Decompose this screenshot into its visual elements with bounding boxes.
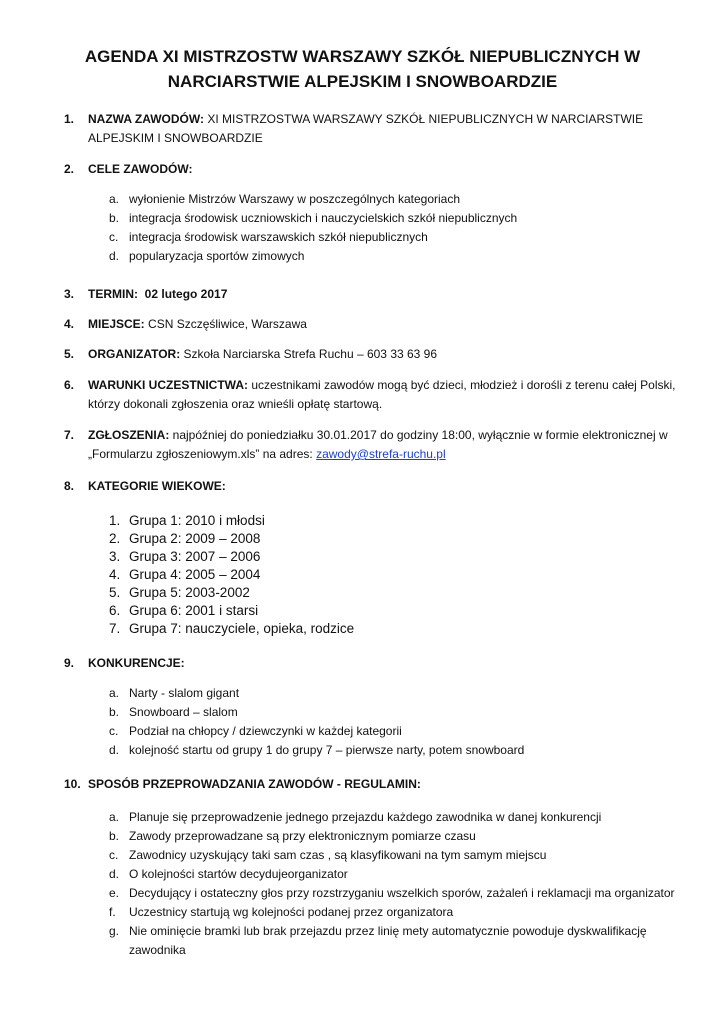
list-text: wyłonienie Mistrzów Warszawy w poszczególnych kategoriach bbox=[129, 192, 461, 206]
kategorie-list bbox=[109, 512, 509, 638]
list-item bbox=[109, 722, 679, 741]
section-10-regulamin bbox=[64, 775, 684, 794]
list-text: Nie ominięcie bramki lub brak przejazdu przez linię mety automatycznie powoduje dyskwalifikację zawodnika bbox=[129, 924, 647, 957]
list-item bbox=[109, 846, 679, 865]
section-1-nazwa bbox=[64, 110, 684, 148]
list-marker: b. bbox=[109, 829, 120, 843]
section-number: 2. bbox=[64, 162, 75, 176]
section-label: KONKURENCJE: bbox=[88, 656, 185, 670]
section-label: ORGANIZATOR: bbox=[88, 347, 181, 361]
list-text: Zawody przeprowadzane są przy elektronicznym pomiarze czasu bbox=[129, 829, 476, 843]
cele-list bbox=[109, 190, 679, 266]
list-marker: f. bbox=[109, 905, 116, 919]
list-text: Zawodnicy uzyskujący taki sam czas , są klasyfikowani na tym samym miejscu bbox=[129, 848, 547, 862]
section-3-termin bbox=[64, 285, 684, 304]
section-label: MIEJSCE: bbox=[88, 317, 145, 331]
list-item bbox=[109, 922, 679, 960]
document-title bbox=[60, 44, 665, 94]
section-label: CELE ZAWODÓW: bbox=[88, 162, 193, 176]
list-text: Podział na chłopcy / dziewczynki w każdej kategorii bbox=[129, 724, 402, 738]
list-item bbox=[109, 512, 509, 530]
section-label: NAZWA ZAWODÓW: bbox=[88, 112, 204, 126]
section-6-warunki bbox=[64, 376, 684, 414]
list-item bbox=[109, 530, 509, 548]
list-marker: 2. bbox=[109, 531, 121, 546]
list-text: Grupa 3: 2007 – 2006 bbox=[129, 549, 261, 564]
list-item bbox=[109, 865, 679, 884]
list-item bbox=[109, 703, 679, 722]
list-text: Grupa 2: 2009 – 2008 bbox=[129, 531, 261, 546]
list-item bbox=[109, 684, 679, 703]
section-label: WARUNKI UCZESTNICTWA: bbox=[88, 378, 248, 392]
list-marker: 6. bbox=[109, 603, 121, 618]
list-item bbox=[109, 209, 679, 228]
list-item bbox=[109, 602, 509, 620]
list-marker: 5. bbox=[109, 585, 121, 600]
section-2-cele bbox=[64, 160, 684, 179]
konkurencje-list bbox=[109, 684, 679, 760]
list-item bbox=[109, 228, 679, 247]
list-item bbox=[109, 247, 679, 266]
list-marker: g. bbox=[109, 924, 120, 938]
section-number: 1. bbox=[64, 112, 75, 126]
email-link[interactable]: zawody@strefa-ruchu.pl bbox=[316, 447, 446, 461]
list-marker: a. bbox=[109, 810, 120, 824]
list-text: integracja środowisk warszawskich szkół niepublicznych bbox=[129, 230, 428, 244]
section-7-zgloszenia bbox=[64, 426, 684, 464]
list-item bbox=[109, 827, 679, 846]
section-text: XI MISTRZOSTWA WARSZAWY SZKÓŁ NIEPUBLICZNYCH W NARCIARSTWIE ALPEJSKIM I SNOWBOARDZIE bbox=[88, 112, 644, 145]
section-4-miejsce bbox=[64, 315, 684, 334]
list-marker: d. bbox=[109, 867, 120, 881]
section-number: 10. bbox=[64, 777, 81, 791]
list-marker: 1. bbox=[109, 513, 121, 528]
list-item bbox=[109, 903, 679, 922]
list-item bbox=[109, 190, 679, 209]
list-text: Grupa 1: 2010 i młodsi bbox=[129, 513, 265, 528]
list-marker: a. bbox=[109, 192, 120, 206]
list-item bbox=[109, 884, 679, 903]
section-number: 5. bbox=[64, 347, 75, 361]
section-9-konkurencje bbox=[64, 654, 684, 673]
list-text: Snowboard – slalom bbox=[129, 705, 238, 719]
list-marker: d. bbox=[109, 743, 120, 757]
list-text: Decydujący i ostateczny głos przy rozstrzyganiu wszelkich sporów, zażaleń i reklamacji ma organizator bbox=[129, 886, 675, 900]
list-marker: 3. bbox=[109, 549, 121, 564]
list-marker: c. bbox=[109, 848, 119, 862]
section-label: ZGŁOSZENIA: bbox=[88, 428, 170, 442]
regulamin-list bbox=[109, 808, 679, 960]
list-text: integracja środowisk uczniowskich i nauczycielskich szkół niepublicznych bbox=[129, 211, 518, 225]
section-text: najpóźniej do poniedziałku 30.01.2017 do godziny 18:00, wyłącznie w formie elektronicznej w „Formularzu zgłoszeniowym.xls” na adres: bbox=[88, 428, 668, 461]
title-line-1: AGENDA XI MISTRZOSTW WARSZAWY SZKÓŁ NIEPUBLICZNYCH W bbox=[84, 47, 641, 66]
list-item bbox=[109, 620, 509, 638]
section-text: uczestnikami zawodów mogą być dzieci, młodzież i dorośli z terenu całej Polski, którzy dokonali zgłoszenia oraz wnieśli opłatę startową. bbox=[88, 378, 676, 411]
list-text: kolejność startu od grupy 1 do grupy 7 – pierwsze narty, potem snowboard bbox=[129, 743, 525, 757]
list-text: O kolejności startów decydujeorganizator bbox=[129, 867, 348, 881]
list-item bbox=[109, 584, 509, 602]
section-8-kategorie bbox=[64, 477, 684, 496]
section-text: CSN Szczęśliwice, Warszawa bbox=[144, 317, 307, 331]
list-text: Planuje się przeprowadzenie jednego przejazdu każdego zawodnika w danej konkurencji bbox=[129, 810, 602, 824]
section-label: SPOSÓB PRZEPROWADZANIA ZAWODÓW - REGULAMIN: bbox=[88, 777, 421, 791]
list-marker: b. bbox=[109, 705, 120, 719]
section-text: 02 lutego 2017 bbox=[144, 287, 228, 301]
list-marker: d. bbox=[109, 249, 120, 263]
list-text: Grupa 7: nauczyciele, opieka, rodzice bbox=[129, 621, 355, 636]
list-marker: 4. bbox=[109, 567, 121, 582]
list-text: Grupa 6: 2001 i starsi bbox=[129, 603, 259, 618]
section-number: 3. bbox=[64, 287, 75, 301]
list-item bbox=[109, 566, 509, 584]
list-item bbox=[109, 808, 679, 827]
list-marker: e. bbox=[109, 886, 120, 900]
list-marker: a. bbox=[109, 686, 120, 700]
section-text: Szkoła Narciarska Strefa Ruchu – 603 33 63 96 bbox=[180, 347, 438, 361]
list-text: Grupa 5: 2003-2002 bbox=[129, 585, 250, 600]
section-label: TERMIN: bbox=[88, 287, 138, 301]
list-item bbox=[109, 741, 679, 760]
list-text: Uczestnicy startują wg kolejności podanej przez organizatora bbox=[129, 905, 454, 919]
list-marker: c. bbox=[109, 230, 119, 244]
section-number: 7. bbox=[64, 428, 75, 442]
section-number: 9. bbox=[64, 656, 75, 670]
list-text: popularyzacja sportów zimowych bbox=[129, 249, 305, 263]
section-number: 8. bbox=[64, 479, 75, 493]
section-number: 4. bbox=[64, 317, 75, 331]
list-text: Grupa 4: 2005 – 2004 bbox=[129, 567, 261, 582]
list-text: Narty - slalom gigant bbox=[129, 686, 240, 700]
section-label: KATEGORIE WIEKOWE: bbox=[88, 479, 226, 493]
list-marker: 7. bbox=[109, 621, 121, 636]
section-number: 6. bbox=[64, 378, 75, 392]
section-5-organizator bbox=[64, 345, 684, 364]
title-line-2: NARCIARSTWIE ALPEJSKIM I SNOWBOARDZIE bbox=[167, 72, 558, 91]
list-marker: b. bbox=[109, 211, 120, 225]
list-item bbox=[109, 548, 509, 566]
list-marker: c. bbox=[109, 724, 119, 738]
